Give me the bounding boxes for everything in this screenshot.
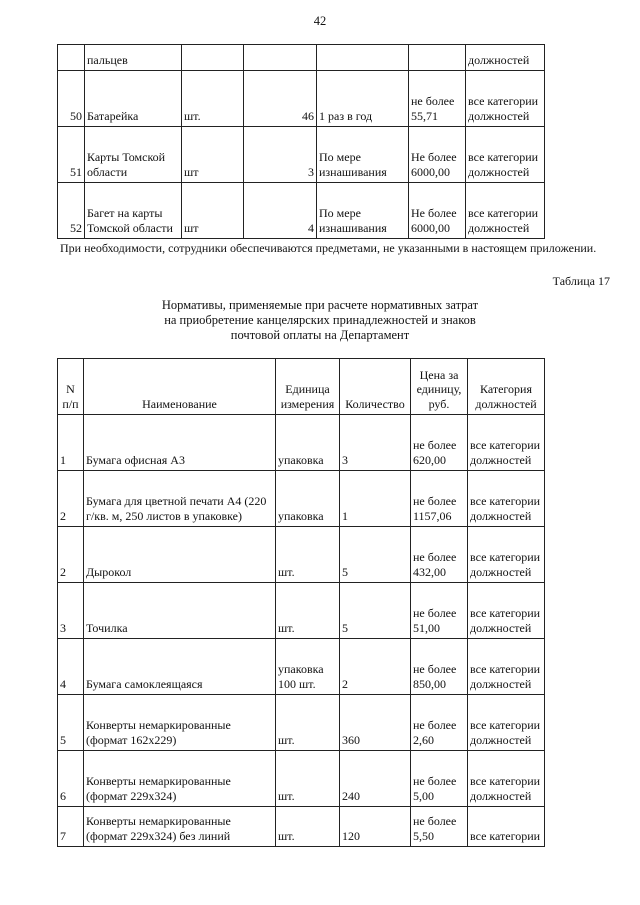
table-row: 4 Бумага самоклеящаяся упаковка 100 шт. 2 не более 850,00 все категории должностей xyxy=(58,639,545,695)
header-name: Наименование xyxy=(84,359,276,415)
table-label: Таблица 17 xyxy=(552,274,610,288)
table-row: 51 Карты Томской области шт 3 По мере изнашивания Не более 6000,00 все категории должностей xyxy=(58,127,545,183)
header-price: Цена за единицу, руб. xyxy=(411,359,468,415)
table-row: 6 Конверты немаркированные (формат 229x324) шт. 240 не более 5,00 все категории должностей xyxy=(58,751,545,807)
table-caption xyxy=(0,298,640,343)
cell-n xyxy=(58,45,85,71)
header-qty: Количество xyxy=(340,359,411,415)
previous-table xyxy=(57,44,545,239)
table-17 xyxy=(57,358,545,847)
caption-line: почтовой оплаты на Департамент xyxy=(230,328,410,342)
caption-line: на приобретение канцелярских принадлежностей и знаков xyxy=(164,313,476,327)
table-row: 1 Бумага офисная А3 упаковка 3 не более 620,00 все категории должностей xyxy=(58,415,545,471)
cell-name: пальцев xyxy=(85,45,182,71)
table-row: 2 Дырокол шт. 5 не более 432,00 все категории должностей xyxy=(58,527,545,583)
table-row: 3 Точилка шт. 5 не более 51,00 все категории должностей xyxy=(58,583,545,639)
header-category: Категория должностей xyxy=(468,359,545,415)
header-n: N п/п xyxy=(58,359,84,415)
table-row: 52 Багет на карты Томской области шт 4 По мере изнашивания Не более 6000,00 все категории должностей xyxy=(58,183,545,239)
table-row: 50 Батарейка шт. 46 1 раз в год не более 55,71 все категории должностей xyxy=(58,71,545,127)
table-row: 7 Конверты немаркированные (формат 229x324) без линий шт. 120 не более 5,50 все категории xyxy=(58,807,545,847)
cell-category: должностей xyxy=(466,45,545,71)
header-unit: Единица измерения xyxy=(276,359,340,415)
caption-line: Нормативы, применяемые при расчете нормативных затрат xyxy=(161,298,479,312)
header-row xyxy=(58,359,545,415)
table-row: 5 Конверты немаркированные (формат 162x229) шт. 360 не более 2,60 все категории должностей xyxy=(58,695,545,751)
note-paragraph: При необходимости, сотрудники обеспечиваются предметами, не указанными в настоящем приложении. xyxy=(60,241,597,255)
page-number: 42 xyxy=(313,14,327,28)
table-row: 2 Бумага для цветной печати А4 (220 г/кв. м, 250 листов в упаковке) упаковка 1 не более 1157,06 все категории должностей xyxy=(58,471,545,527)
